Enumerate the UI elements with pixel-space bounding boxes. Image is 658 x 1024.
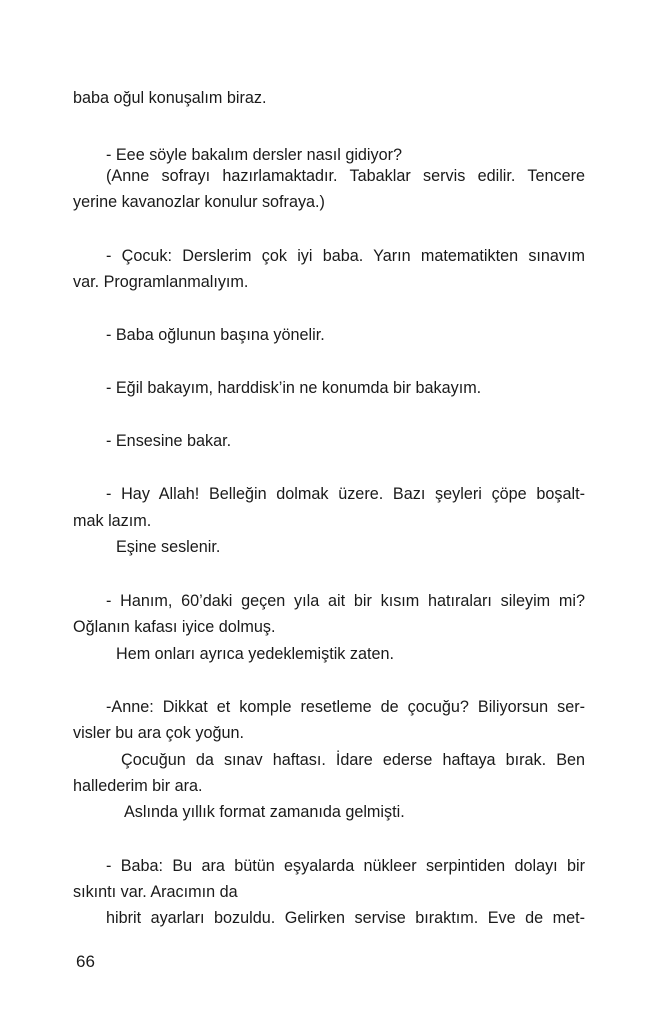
text-line: Çocuğun da sınav haftası. İdare ederse haftaya bırak. Ben: [121, 751, 585, 769]
text-line: Hem onları ayrıca yedeklemiştik zaten.: [116, 645, 394, 663]
text-line: yerine kavanozlar konulur sofraya.): [73, 193, 325, 211]
text-line: var. Programlanmalıyım.: [73, 273, 249, 291]
text-line: Aslında yıllık format zamanıda gelmişti.: [124, 803, 405, 821]
page-number: 66: [76, 952, 95, 971]
text-line: - Baba: Bu ara bütün eşyalarda nükleer serpintiden dolayı bir: [106, 857, 585, 875]
text-line: sıkıntı var. Aracımın da: [73, 883, 238, 901]
text-line: - Eğil bakayım, harddisk’in ne konumda bir bakayım.: [106, 379, 482, 397]
text-line: hibrit ayarları bozuldu. Gelirken servise bıraktım. Eve de met-: [106, 909, 585, 927]
text-line: - Hay Allah! Belleğin dolmak üzere. Bazı şeyleri çöpe boşalt-: [106, 485, 585, 503]
text-line: - Eee söyle bakalım dersler nasıl gidiyor?: [106, 146, 403, 164]
text-line: baba oğul konuşalım biraz.: [73, 89, 267, 107]
text-line: (Anne sofrayı hazırlamaktadır. Tabaklar servis edilir. Tencere: [106, 167, 585, 185]
text-line: visler bu ara çok yoğun.: [73, 724, 244, 742]
text-line: Eşine seslenir.: [116, 538, 221, 556]
text-line: - Baba oğlunun başına yönelir.: [106, 326, 325, 344]
text-line: mak lazım.: [73, 512, 152, 530]
text-line: - Hanım, 60’daki geçen yıla ait bir kısım hatıraları sileyim mi?: [106, 592, 585, 610]
text-line: - Çocuk: Derslerim çok iyi baba. Yarın matematikten sınavım: [106, 247, 585, 265]
text-line: -Anne: Dikkat et komple resetleme de çocuğu? Biliyorsun ser-: [106, 698, 585, 716]
text-line: hallederim bir ara.: [73, 777, 203, 795]
text-line: Oğlanın kafası iyice dolmuş.: [73, 618, 276, 636]
text-line: - Ensesine bakar.: [106, 432, 232, 450]
